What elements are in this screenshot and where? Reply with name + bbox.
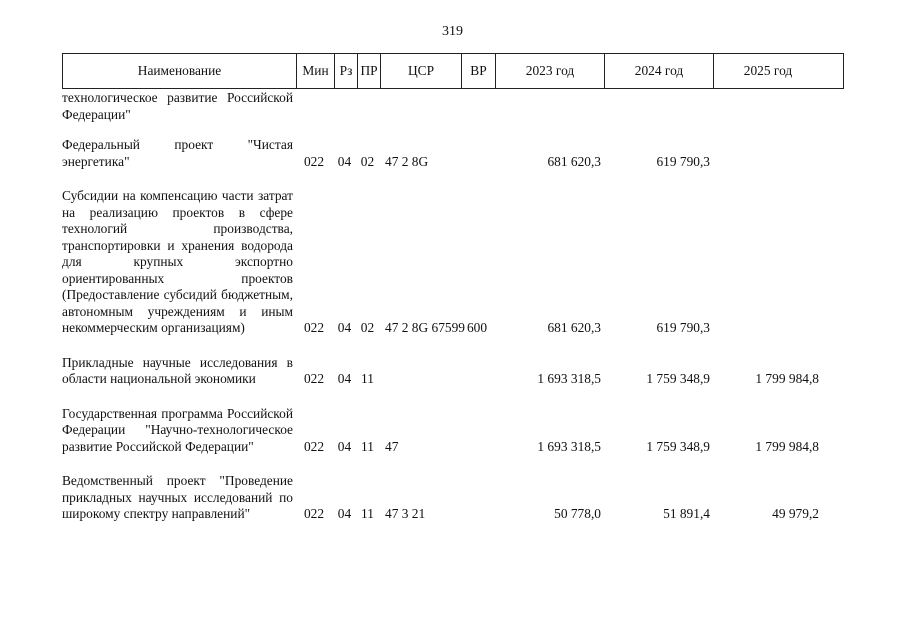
row-2023: 1 693 318,5 — [537, 438, 601, 454]
row-2023: 1 693 318,5 — [537, 371, 601, 386]
row-2025: 1 799 984,8 — [755, 371, 819, 386]
row-name: Федеральный проект "Чистая энергетика" — [62, 137, 293, 169]
row-2025: 1 799 984,8 — [755, 438, 819, 454]
row-rz: 04 — [337, 506, 352, 521]
row-name: Прикладные научные исследования в области национальной экономики — [62, 354, 293, 386]
table-row — [62, 90, 844, 123]
row-2024: 619 790,3 — [656, 153, 710, 169]
table-row — [62, 355, 844, 388]
row-pr: 11 — [361, 371, 374, 386]
row-name: Государственная программа Российской Федерации "Научно-технологическое развитие Российской Федерации" — [62, 405, 293, 454]
header-csr: ЦСР — [380, 54, 461, 88]
row-rz: 04 — [337, 320, 352, 335]
row-2024: 619 790,3 — [656, 320, 710, 335]
row-2024: 1 759 348,9 — [646, 438, 710, 454]
row-pr: 02 — [360, 153, 375, 169]
row-min: 022 — [303, 506, 325, 521]
row-name: технологическое развитие Российской Федерации" — [62, 90, 293, 122]
row-2023: 681 620,3 — [547, 320, 601, 335]
row-min: 022 — [303, 153, 325, 169]
row-csr: 47 — [385, 438, 399, 454]
table-row — [62, 188, 844, 337]
row-vr: 600 — [466, 320, 488, 335]
table-body — [62, 90, 844, 541]
header-2023: 2023 год — [495, 54, 604, 88]
row-rz: 04 — [337, 371, 352, 386]
header-2024: 2024 год — [604, 54, 713, 88]
header-2025: 2025 год — [713, 54, 822, 88]
row-2023: 681 620,3 — [547, 153, 601, 169]
row-pr: 11 — [361, 438, 374, 454]
header-pr: ПР — [357, 54, 380, 88]
header-name: Наименование — [137, 63, 222, 78]
header-vr: ВР — [461, 54, 495, 88]
row-rz: 04 — [337, 153, 352, 169]
row-min: 022 — [303, 320, 325, 335]
row-2024: 1 759 348,9 — [646, 371, 710, 386]
row-csr: 47 3 21 — [385, 506, 426, 521]
page-number: 319 — [442, 24, 463, 39]
row-2025: 49 979,2 — [772, 506, 819, 521]
row-2023: 50 778,0 — [554, 506, 601, 521]
row-csr: 47 2 8G — [385, 153, 429, 169]
row-pr: 02 — [360, 320, 375, 335]
row-rz: 04 — [337, 438, 352, 454]
header-rz: Рз — [334, 54, 357, 88]
row-name: Субсидии на компенсацию части затрат на реализацию проектов в сфере технологий производства, транспортировки и хранения водорода для крупных экспортно ориентированных проектов (Предоставление субсидий бюджетным, автономным учреждениям и иным некоммерческим организациям) — [62, 188, 293, 335]
row-min: 022 — [303, 371, 325, 386]
row-min: 022 — [303, 438, 325, 454]
table-row — [62, 137, 844, 170]
row-2024: 51 891,4 — [663, 506, 710, 521]
table-row — [62, 473, 844, 523]
row-name: Ведомственный проект "Проведение прикладных научных исследований по широкому спектру направлений" — [62, 473, 293, 521]
table-row — [62, 406, 844, 456]
row-csr: 47 2 8G 67599 — [385, 320, 465, 335]
row-pr: 11 — [361, 506, 374, 521]
table-header — [62, 53, 844, 89]
header-min: Мин — [296, 54, 334, 88]
